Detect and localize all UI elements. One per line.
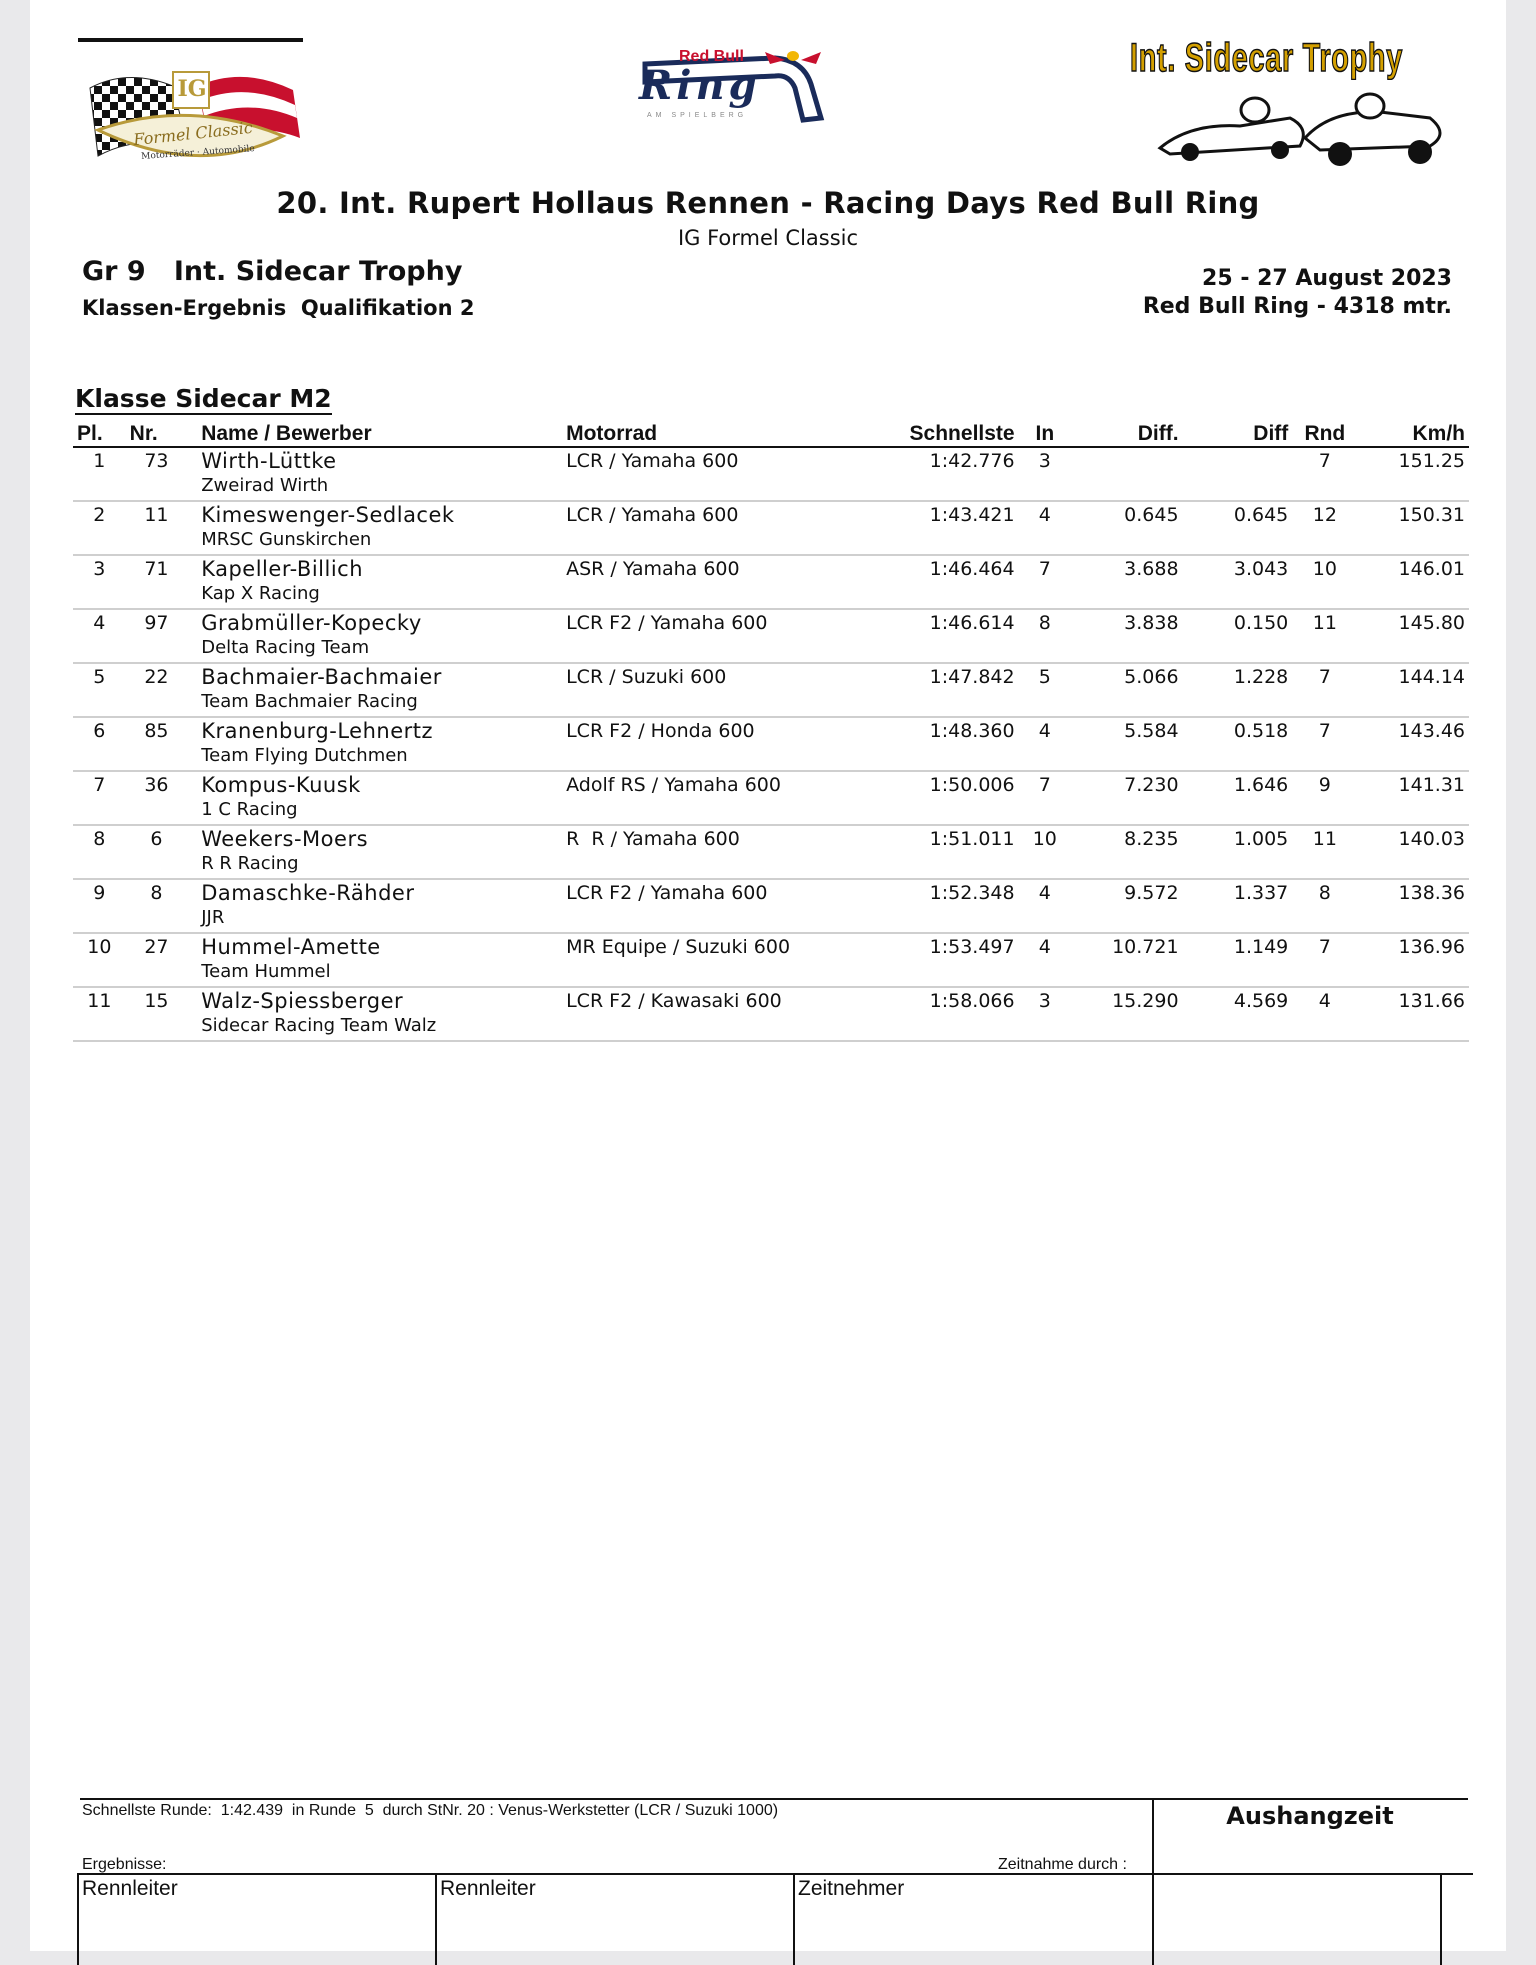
- signature-label: Rennleiter: [82, 1877, 178, 1900]
- ig-formel-classic-logo: [78, 38, 306, 168]
- team-name: Team Hummel: [201, 961, 331, 982]
- cell-speed-kmh: 146.01: [1357, 555, 1469, 609]
- ig-logo-caption: Motorräder · Automobile: [140, 144, 256, 162]
- cell-diff-previous: 1.337: [1183, 879, 1293, 933]
- results-table: [73, 420, 1469, 1042]
- table-row: [73, 717, 1469, 771]
- col-header-pl: Pl.: [73, 420, 126, 447]
- cell-diff-previous: 1.228: [1183, 663, 1293, 717]
- cell-motorrad: Adolf RS / Yamaha 600: [562, 771, 850, 825]
- cell-name: [187, 447, 562, 501]
- cell-speed-kmh: 131.66: [1357, 987, 1469, 1041]
- sidecar-trophy-text: Int. Sidecar Trophy: [1130, 36, 1403, 80]
- col-header-name: Name / Bewerber: [187, 420, 562, 447]
- cell-in-lap: 8: [1019, 609, 1071, 663]
- cell-diff-leader: 7.230: [1071, 771, 1183, 825]
- cell-place: 2: [73, 501, 126, 555]
- cell-in-lap: 4: [1019, 933, 1071, 987]
- driver-names: Weekers-Moers: [201, 827, 369, 851]
- table-row: [73, 555, 1469, 609]
- cell-in-lap: 7: [1019, 555, 1071, 609]
- driver-names: Grabmüller-Kopecky: [201, 611, 422, 635]
- cell-in-lap: 4: [1019, 501, 1071, 555]
- team-name: 1 C Racing: [201, 799, 298, 820]
- cell-diff-previous: 3.043: [1183, 555, 1293, 609]
- cell-name: [187, 717, 562, 771]
- cell-diff-leader: [1071, 447, 1183, 501]
- ig-logo-letters: IG: [177, 76, 207, 102]
- cell-in-lap: 3: [1019, 447, 1071, 501]
- table-row: [73, 933, 1469, 987]
- cell-number: 8: [126, 879, 188, 933]
- team-name: Sidecar Racing Team Walz: [201, 1015, 437, 1036]
- driver-names: Hummel-Amette: [201, 935, 381, 959]
- driver-names: Wirth-Lüttke: [201, 449, 337, 473]
- cell-motorrad: ASR / Yamaha 600: [562, 555, 850, 609]
- cell-rounds: 7: [1292, 933, 1357, 987]
- cell-place: 11: [73, 987, 126, 1041]
- cell-diff-previous: 4.569: [1183, 987, 1293, 1041]
- col-header-motorrad: Motorrad: [562, 420, 850, 447]
- cell-number: 6: [126, 825, 188, 879]
- cell-fastest-lap: 1:53.497: [850, 933, 1018, 987]
- cell-motorrad: LCR / Suzuki 600: [562, 663, 850, 717]
- cell-speed-kmh: 136.96: [1357, 933, 1469, 987]
- table-row: [73, 879, 1469, 933]
- table-row: [73, 663, 1469, 717]
- cell-name: [187, 663, 562, 717]
- cell-name: [187, 609, 562, 663]
- cell-fastest-lap: 1:46.614: [850, 609, 1018, 663]
- cell-diff-previous: 1.646: [1183, 771, 1293, 825]
- driver-names: Kranenburg-Lehnertz: [201, 719, 434, 743]
- signature-box-aushangzeit[interactable]: [1152, 1875, 1442, 1965]
- cell-motorrad: LCR / Yamaha 600: [562, 447, 850, 501]
- col-header-schnellste: Schnellste: [850, 420, 1018, 447]
- signature-label: Rennleiter: [440, 1877, 536, 1900]
- cell-name: [187, 933, 562, 987]
- results-body: [73, 447, 1469, 1041]
- cell-place: 8: [73, 825, 126, 879]
- cell-name: [187, 555, 562, 609]
- cell-motorrad: LCR / Yamaha 600: [562, 501, 850, 555]
- col-header-in: In: [1019, 420, 1071, 447]
- cell-speed-kmh: 143.46: [1357, 717, 1469, 771]
- table-header-row: [73, 420, 1469, 447]
- event-subtitle: IG Formel Classic: [677, 226, 859, 250]
- cell-fastest-lap: 1:52.348: [850, 879, 1018, 933]
- cell-in-lap: 5: [1019, 663, 1071, 717]
- cell-speed-kmh: 141.31: [1357, 771, 1469, 825]
- team-name: Kap X Racing: [201, 583, 320, 604]
- cell-rounds: 9: [1292, 771, 1357, 825]
- cell-speed-kmh: 145.80: [1357, 609, 1469, 663]
- driver-names: Walz-Spiessberger: [201, 989, 404, 1013]
- cell-fastest-lap: 1:58.066: [850, 987, 1018, 1041]
- driver-names: Kimeswenger-Sedlacek: [201, 503, 455, 527]
- cell-speed-kmh: 140.03: [1357, 825, 1469, 879]
- cell-rounds: 7: [1292, 663, 1357, 717]
- event-venue: Red Bull Ring - 4318 mtr.: [1142, 294, 1452, 319]
- cell-speed-kmh: 144.14: [1357, 663, 1469, 717]
- cell-motorrad: MR Equipe / Suzuki 600: [562, 933, 850, 987]
- group-title: Gr 9 Int. Sidecar Trophy: [82, 256, 463, 287]
- cell-fastest-lap: 1:42.776: [850, 447, 1018, 501]
- cell-rounds: 12: [1292, 501, 1357, 555]
- table-row: [73, 501, 1469, 555]
- ergebnisse-label: Ergebnisse:: [82, 1856, 167, 1873]
- cell-rounds: 11: [1292, 609, 1357, 663]
- cell-fastest-lap: 1:48.360: [850, 717, 1018, 771]
- cell-speed-kmh: 151.25: [1357, 447, 1469, 501]
- cell-fastest-lap: 1:43.421: [850, 501, 1018, 555]
- cell-place: 6: [73, 717, 126, 771]
- results-page: [30, 0, 1506, 1951]
- cell-motorrad: LCR F2 / Yamaha 600: [562, 879, 850, 933]
- table-row: [73, 771, 1469, 825]
- cell-name: [187, 825, 562, 879]
- cell-diff-leader: 9.572: [1071, 879, 1183, 933]
- cell-in-lap: 7: [1019, 771, 1071, 825]
- cell-number: 27: [126, 933, 188, 987]
- red-bull-ring-logo: [635, 44, 835, 129]
- cell-place: 9: [73, 879, 126, 933]
- cell-diff-leader: 8.235: [1071, 825, 1183, 879]
- team-name: Team Bachmaier Racing: [201, 691, 418, 712]
- redbull-brand-text: Red Bull: [679, 48, 744, 65]
- cell-motorrad: LCR F2 / Kawasaki 600: [562, 987, 850, 1041]
- footer-divider: [80, 1798, 1468, 1800]
- cell-diff-previous: 1.149: [1183, 933, 1293, 987]
- table-row: [73, 609, 1469, 663]
- session-title: Klassen-Ergebnis Qualifikation 2: [82, 296, 475, 320]
- cell-rounds: 4: [1292, 987, 1357, 1041]
- event-title: 20. Int. Rupert Hollaus Rennen - Racing Days Red Bull Ring: [276, 186, 1260, 220]
- cell-in-lap: 4: [1019, 717, 1071, 771]
- cell-name: [187, 987, 562, 1041]
- signature-row: [77, 1873, 1473, 1965]
- cell-rounds: 7: [1292, 717, 1357, 771]
- col-header-nr: Nr.: [126, 420, 188, 447]
- cell-name: [187, 771, 562, 825]
- redbull-caption: AM SPIELBERG: [647, 112, 748, 119]
- cell-rounds: 7: [1292, 447, 1357, 501]
- cell-diff-leader: 10.721: [1071, 933, 1183, 987]
- signature-box-rennleiter-2[interactable]: [435, 1875, 793, 1965]
- cell-number: 85: [126, 717, 188, 771]
- col-header-rnd: Rnd: [1292, 420, 1357, 447]
- cell-in-lap: 10: [1019, 825, 1071, 879]
- ig-logo-script: Formel Classic: [132, 117, 254, 150]
- signature-box-rennleiter-1[interactable]: [77, 1875, 435, 1965]
- team-name: Zweirad Wirth: [201, 475, 329, 496]
- cell-place: 3: [73, 555, 126, 609]
- cell-rounds: 10: [1292, 555, 1357, 609]
- driver-names: Kapeller-Billich: [201, 557, 364, 581]
- cell-number: 71: [126, 555, 188, 609]
- cell-number: 11: [126, 501, 188, 555]
- signature-label: Zeitnehmer: [798, 1877, 905, 1900]
- class-title: Klasse Sidecar M2: [75, 384, 332, 413]
- cell-fastest-lap: 1:47.842: [850, 663, 1018, 717]
- cell-place: 10: [73, 933, 126, 987]
- cell-place: 5: [73, 663, 126, 717]
- team-name: MRSC Gunskirchen: [201, 529, 372, 550]
- team-name: Delta Racing Team: [201, 637, 370, 658]
- cell-in-lap: 3: [1019, 987, 1071, 1041]
- cell-number: 36: [126, 771, 188, 825]
- cell-speed-kmh: 138.36: [1357, 879, 1469, 933]
- col-header-kmh: Km/h: [1357, 420, 1469, 447]
- cell-rounds: 11: [1292, 825, 1357, 879]
- cell-number: 15: [126, 987, 188, 1041]
- sidecar-trophy-logo: [1130, 36, 1460, 168]
- col-header-diff2: Diff: [1183, 420, 1293, 447]
- driver-names: Damaschke-Rähder: [201, 881, 415, 905]
- cell-motorrad: LCR F2 / Yamaha 600: [562, 609, 850, 663]
- cell-fastest-lap: 1:46.464: [850, 555, 1018, 609]
- cell-fastest-lap: 1:51.011: [850, 825, 1018, 879]
- team-name: Team Flying Dutchmen: [201, 745, 408, 766]
- cell-diff-previous: 0.518: [1183, 717, 1293, 771]
- cell-diff-previous: [1183, 447, 1293, 501]
- cell-diff-leader: 3.688: [1071, 555, 1183, 609]
- cell-diff-leader: 5.584: [1071, 717, 1183, 771]
- table-row: [73, 825, 1469, 879]
- event-date: 25 - 27 August 2023: [1202, 266, 1452, 291]
- cell-number: 22: [126, 663, 188, 717]
- team-name: R R Racing: [201, 853, 299, 874]
- cell-motorrad: LCR F2 / Honda 600: [562, 717, 850, 771]
- table-row: [73, 447, 1469, 501]
- cell-in-lap: 4: [1019, 879, 1071, 933]
- team-name: JJR: [201, 907, 225, 928]
- cell-diff-previous: 0.150: [1183, 609, 1293, 663]
- cell-diff-leader: 15.290: [1071, 987, 1183, 1041]
- aushangzeit-label: Aushangzeit: [1226, 1802, 1394, 1830]
- cell-place: 4: [73, 609, 126, 663]
- cell-diff-leader: 5.066: [1071, 663, 1183, 717]
- cell-number: 97: [126, 609, 188, 663]
- table-row: [73, 987, 1469, 1041]
- redbull-ring-word: Ring: [639, 62, 761, 109]
- cell-place: 1: [73, 447, 126, 501]
- cell-place: 7: [73, 771, 126, 825]
- cell-fastest-lap: 1:50.006: [850, 771, 1018, 825]
- cell-name: [187, 501, 562, 555]
- zeitnahme-label: Zeitnahme durch :: [998, 1856, 1127, 1873]
- cell-diff-previous: 1.005: [1183, 825, 1293, 879]
- cell-motorrad: R R / Yamaha 600: [562, 825, 850, 879]
- col-header-diff: Diff.: [1071, 420, 1183, 447]
- cell-speed-kmh: 150.31: [1357, 501, 1469, 555]
- cell-diff-leader: 0.645: [1071, 501, 1183, 555]
- fastest-lap-note: Schnellste Runde: 1:42.439 in Runde 5 durch StNr. 20 : Venus-Werkstetter (LCR / Suzuki 1000): [82, 1802, 779, 1819]
- cell-diff-leader: 3.838: [1071, 609, 1183, 663]
- cell-diff-previous: 0.645: [1183, 501, 1293, 555]
- cell-number: 73: [126, 447, 188, 501]
- cell-name: [187, 879, 562, 933]
- cell-rounds: 8: [1292, 879, 1357, 933]
- driver-names: Bachmaier-Bachmaier: [201, 665, 442, 689]
- driver-names: Kompus-Kuusk: [201, 773, 361, 797]
- signature-box-zeitnehmer[interactable]: [793, 1875, 1152, 1965]
